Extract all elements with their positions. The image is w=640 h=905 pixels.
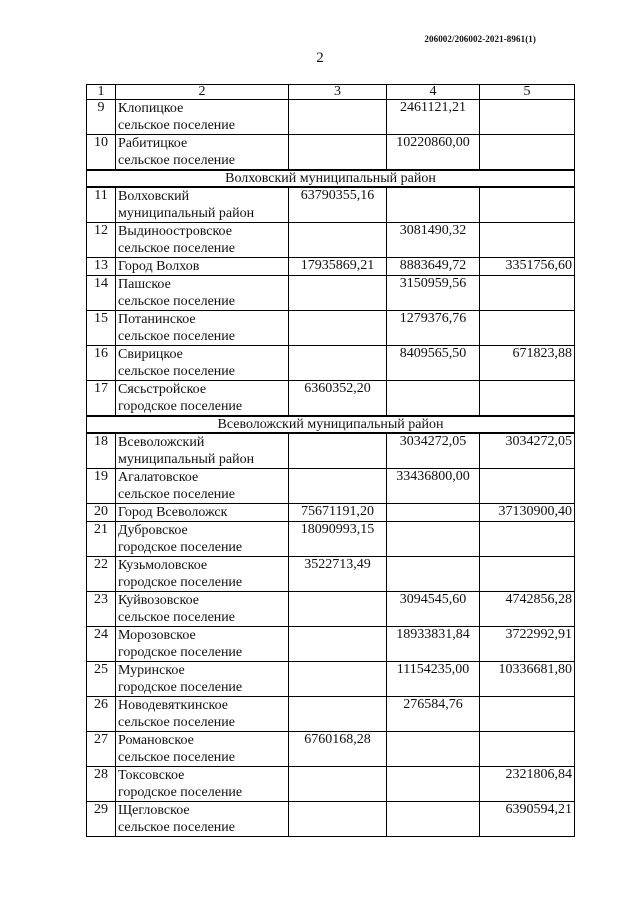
row-number: 19 [87,469,116,504]
amount-cell-c3 [289,223,387,258]
amount-cell-c5 [480,135,575,171]
row-number: 10 [87,135,116,171]
municipality-name [116,557,289,592]
amount-cell-c5: 3034272,05 [480,433,575,469]
amount-cell-c4 [387,732,480,767]
row-number: 24 [87,627,116,662]
municipality-name [116,592,289,627]
municipality-name [116,697,289,732]
amount-cell-c3: 6360352,20 [289,381,387,417]
municipality-name-line: муниципальный район [118,452,255,467]
row-number: 21 [87,522,116,557]
amount-cell-c5 [480,187,575,223]
amount-cell-c3 [289,662,387,697]
amount-cell-c3 [289,311,387,346]
municipality-name-line: городское поселение [118,540,243,555]
row-number: 14 [87,276,116,311]
section-title: Всеволожский муниципальный район [87,416,575,433]
municipality-name-line: Потанинское [118,312,196,327]
municipality-name [116,433,289,469]
municipality-name-line: сельское поселение [118,153,235,168]
municipality-name [116,187,289,223]
column-header: 1 [87,85,116,100]
budget-allocation-table [86,84,575,837]
amount-cell-c4: 3034272,05 [387,433,480,469]
row-number: 27 [87,732,116,767]
municipality-name-line: Свирицкое [118,347,183,362]
table-row [87,469,575,504]
amount-cell-c4 [387,504,480,522]
municipality-name [116,627,289,662]
municipality-name [116,346,289,381]
table-row [87,223,575,258]
municipality-name-line: Агалатовское [118,470,199,485]
table-row [87,276,575,311]
municipality-name-line: сельское поселение [118,487,235,502]
table-header-row [87,85,575,100]
municipality-name-line: Куйвозовское [118,593,199,608]
municipality-name-line: Сясьстройское [118,382,207,397]
amount-cell-c3: 75671191,20 [289,504,387,522]
amount-cell-c4: 3150959,56 [387,276,480,311]
amount-cell-c3 [289,469,387,504]
municipality-name-line: Кузьмоловское [118,558,208,573]
amount-cell-c3: 18090993,15 [289,522,387,557]
section-header-row [87,416,575,433]
table-row [87,381,575,417]
amount-cell-c4: 10220860,00 [387,135,480,171]
municipality-name-line: Морозовское [118,628,196,643]
municipality-name-line: сельское поселение [118,610,235,625]
amount-cell-c3 [289,802,387,837]
amount-cell-c5: 3722992,91 [480,627,575,662]
amount-cell-c4: 3081490,32 [387,223,480,258]
column-header: 2 [116,85,289,100]
row-number: 16 [87,346,116,381]
table-row [87,767,575,802]
table-row [87,802,575,837]
amount-cell-c3 [289,627,387,662]
amount-cell-c5 [480,557,575,592]
table-row [87,697,575,732]
amount-cell-c3 [289,346,387,381]
table-row [87,522,575,557]
municipality-name-line: Щегловское [118,803,190,818]
amount-cell-c5 [480,381,575,417]
row-number: 12 [87,223,116,258]
row-number: 23 [87,592,116,627]
table-row [87,732,575,767]
amount-cell-c4 [387,557,480,592]
amount-cell-c4 [387,187,480,223]
table-row [87,662,575,697]
row-number: 25 [87,662,116,697]
row-number: 20 [87,504,116,522]
municipality-name-line: Дубровское [118,523,188,538]
row-number: 26 [87,697,116,732]
amount-cell-c5 [480,469,575,504]
amount-cell-c4: 11154235,00 [387,662,480,697]
table-row [87,187,575,223]
amount-cell-c5 [480,100,575,135]
municipality-name [116,276,289,311]
municipality-name [116,732,289,767]
municipality-name [116,802,289,837]
municipality-name-line: сельское поселение [118,329,235,344]
section-title: Волховский муниципальный район [87,170,575,187]
municipality-name-line: Всеволожский [118,435,205,450]
municipality-name-line: городское поселение [118,680,243,695]
municipality-name-line: сельское поселение [118,820,235,835]
municipality-name-line: Город Волхов [118,259,200,274]
table-body [87,85,575,837]
municipality-name [116,504,289,522]
amount-cell-c5 [480,732,575,767]
municipality-name [116,662,289,697]
municipality-name-line: городское поселение [118,575,243,590]
municipality-name-line: городское поселение [118,785,243,800]
municipality-name [116,311,289,346]
municipality-name [116,469,289,504]
municipality-name-line: Волховский [118,189,190,204]
row-number: 13 [87,258,116,276]
row-number: 29 [87,802,116,837]
row-number: 17 [87,381,116,417]
municipality-name-line: Выдиноостровское [118,224,232,239]
section-header-row [87,170,575,187]
row-number: 9 [87,100,116,135]
row-number: 28 [87,767,116,802]
column-header: 3 [289,85,387,100]
table-row [87,627,575,662]
municipality-name-line: Романовское [118,733,194,748]
table-row [87,433,575,469]
amount-cell-c3: 17935869,21 [289,258,387,276]
amount-cell-c4 [387,381,480,417]
municipality-name-line: городское поселение [118,399,243,414]
municipality-name-line: сельское поселение [118,118,235,133]
amount-cell-c5: 2321806,84 [480,767,575,802]
amount-cell-c4 [387,802,480,837]
column-header: 5 [480,85,575,100]
amount-cell-c5: 6390594,21 [480,802,575,837]
municipality-name [116,767,289,802]
row-number: 11 [87,187,116,223]
municipality-name-line: сельское поселение [118,364,235,379]
amount-cell-c5: 10336681,80 [480,662,575,697]
amount-cell-c3 [289,100,387,135]
table-row [87,311,575,346]
municipality-name-line: муниципальный район [118,206,255,221]
municipality-name-line: Муринское [118,663,185,678]
amount-cell-c5 [480,522,575,557]
municipality-name [116,100,289,135]
municipality-name-line: Рабитицкое [118,136,188,151]
municipality-name-line: Город Всеволожск [118,505,228,520]
amount-cell-c5: 37130900,40 [480,504,575,522]
row-number: 15 [87,311,116,346]
amount-cell-c5 [480,697,575,732]
amount-cell-c4: 33436800,00 [387,469,480,504]
amount-cell-c4: 18933831,84 [387,627,480,662]
table-row [87,504,575,522]
page-number: 2 [316,50,324,66]
amount-cell-c4: 1279376,76 [387,311,480,346]
amount-cell-c3 [289,767,387,802]
municipality-name-line: сельское поселение [118,750,235,765]
municipality-name [116,258,289,276]
document-reference-number: 206002/206002-2021-8961(1) [424,34,536,44]
amount-cell-c4 [387,767,480,802]
amount-cell-c5: 671823,88 [480,346,575,381]
table-row [87,100,575,135]
municipality-name-line: сельское поселение [118,715,235,730]
municipality-name [116,223,289,258]
municipality-name-line: Токсовское [118,768,185,783]
amount-cell-c5: 4742856,28 [480,592,575,627]
table-row [87,346,575,381]
amount-cell-c5 [480,276,575,311]
table-row [87,135,575,171]
amount-cell-c4: 3094545,60 [387,592,480,627]
amount-cell-c4: 8883649,72 [387,258,480,276]
table-row [87,592,575,627]
amount-cell-c3: 63790355,16 [289,187,387,223]
table-row [87,258,575,276]
column-header: 4 [387,85,480,100]
municipality-name-line: сельское поселение [118,241,235,256]
amount-cell-c4 [387,522,480,557]
municipality-name-line: Пашское [118,277,171,292]
amount-cell-c4: 2461121,21 [387,100,480,135]
municipality-name [116,381,289,417]
municipality-name [116,522,289,557]
amount-cell-c4: 276584,76 [387,697,480,732]
municipality-name [116,135,289,171]
amount-cell-c3 [289,697,387,732]
row-number: 22 [87,557,116,592]
amount-cell-c3 [289,276,387,311]
table-row [87,557,575,592]
amount-cell-c3 [289,135,387,171]
amount-cell-c5 [480,223,575,258]
amount-cell-c3: 3522713,49 [289,557,387,592]
municipality-name-line: Новодевяткинское [118,698,229,713]
amount-cell-c3: 6760168,28 [289,732,387,767]
amount-cell-c3 [289,592,387,627]
amount-cell-c4: 8409565,50 [387,346,480,381]
amount-cell-c5 [480,311,575,346]
municipality-name-line: сельское поселение [118,294,235,309]
amount-cell-c3 [289,433,387,469]
row-number: 18 [87,433,116,469]
municipality-name-line: городское поселение [118,645,243,660]
municipality-name-line: Клопицкое [118,101,184,116]
amount-cell-c5: 3351756,60 [480,258,575,276]
